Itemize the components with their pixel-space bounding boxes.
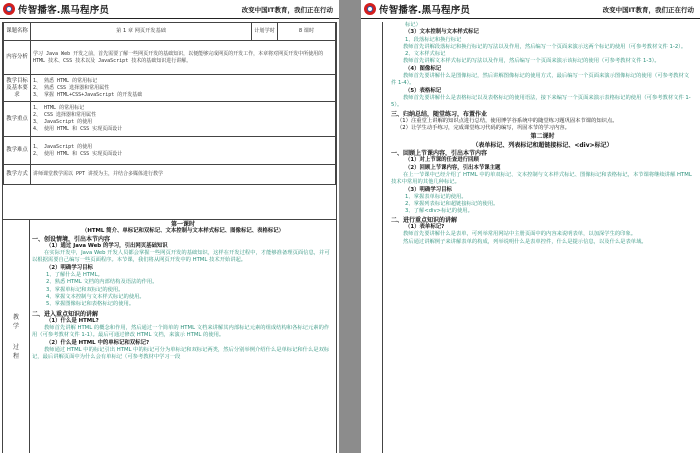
brand-name: 传智播客.黑马程序员 — [379, 5, 471, 16]
page-header — [361, 0, 700, 19]
method-value: 讲师课堂教学需以 PPT 讲授为主，并结合多媒体进行教学 — [31, 165, 336, 185]
subsection-heading: （2）什么是 HTML 中的单标记和双标记? — [46, 339, 150, 346]
period-title: 第一课时 — [170, 221, 195, 228]
subsection-heading: （3）文本控制与文本样式标记 — [405, 29, 479, 36]
teaching-process-label: 教 学 过 程 — [3, 220, 30, 453]
key-item: 4、 使用 HTML 和 CSS 实现页面设计 — [33, 126, 123, 132]
subsection-heading: （5）表格标记 — [405, 87, 442, 94]
goal-item: 2、 熟悉 CSS 选择器和常用属性 — [33, 84, 110, 91]
list-item: 标记） — [405, 22, 421, 28]
brand-name: 传智播客.黑马程序员 — [18, 5, 110, 16]
info-table — [3, 22, 336, 185]
table-left-border — [382, 22, 383, 453]
paragraph: 教师首先讲解 HTML 的概念和作用，然后通过一个简单的 HTML 文档来讲解其内部标记元素的组成结构和各标记元素的作用（可参考教材文件 1-1）。最后可通过修改 HTML 文档，来演示 HTML 的使用。 — [32, 325, 330, 339]
paragraph: 教师首先要讲解什么是表单，可列举常用网站中主册页面中的内容来说明表单，以加深学生的印象。 — [403, 231, 637, 238]
period-title: 第二课时 — [530, 133, 555, 141]
content-label: 内容分析 — [4, 41, 31, 75]
hard-label: 教学难点 — [4, 137, 31, 165]
goal-item: 3、 掌握 HTML+CSS+JavaScript 的开发基础 — [33, 91, 143, 98]
paragraph: 在实际开发中，Java Web 开发人员都会掌握一些网页开发的基础知识，这样在开发过程中，才能够准备理页面信息，并可以根据需要自己编写一些页面程序。本节课，我们将从网页开发中的 HTML 技术开始讲起。 — [32, 250, 330, 264]
list-item: 1、掌握表单标记的使用。 — [405, 193, 467, 200]
subsection-heading: （1）表单标记? — [405, 224, 445, 231]
teaching-process-body — [32, 221, 334, 453]
list-item: 4、掌握文本控制与文本样式标记的使用。 — [46, 293, 145, 300]
section-heading: 二、进行重点知识的讲解 — [391, 216, 458, 224]
list-item: 2、文本样式标记 — [405, 51, 446, 58]
subsection-heading: （2）回顾上节课内容，引出本节课主题 — [405, 164, 501, 171]
list-item: 1、段落标记和换行标记 — [405, 36, 462, 43]
subsection-heading: （1）对上节课的任查进行回顾 — [405, 157, 479, 164]
subsection-heading: （1）什么是 HTML? — [46, 317, 99, 324]
subsection-heading: （2）明确学习目标 — [46, 264, 93, 271]
summary-item: （2）让学生动手练习，完成课堂练习代码的编写，巩固本节的学习内容。 — [397, 125, 570, 132]
section-heading: 一、创设情境，引出本节内容 — [32, 235, 111, 243]
content-value: 学习 Java Web 开发之前，首先需要了解一些网页开发的基础知识，以便能够完成网页的开发工作，本章将对网页开发中所使用的 HTML 技术、CSS 技术以及 JavaScript 技术的基础知识进行讲解。 — [31, 41, 336, 75]
title-label: 课题名称 — [4, 23, 31, 41]
goals-label: 教学目标及基本要求 — [4, 75, 31, 102]
list-item: 2、掌握列表标记和超链接标记的使用。 — [405, 201, 499, 208]
subsection-heading: （1）通过 Java Web 的学习，引出网页基础知识 — [46, 242, 168, 249]
period-subtitle: （HTML 简介、单标记和双标记、文本控制与文本样式标记、图像标记、表格标记） — [81, 228, 285, 235]
hard-item: 2、 使用 HTML 和 CSS 实现页面设计 — [33, 150, 123, 157]
brand-logo — [3, 2, 109, 16]
paragraph: 教师首先讲解文本样式标记的写法以及作用，然后编写一个页面来演示该标记的使用（可参考教材文件 1-3）。 — [403, 58, 660, 65]
subsection-heading: （3）明确学习目标 — [405, 186, 452, 193]
document-page-left — [0, 0, 339, 453]
list-item: 2、熟悉 HTML 文档的内部结构及语法的作用。 — [46, 279, 158, 286]
paragraph: 在上一节课中已经介绍了 HTML 中的单双标记、文本控制与文本样式标记、图像标记和表格标记，本节课将继续讲解 HTML 技术中常用的其他几种标记。 — [391, 171, 692, 186]
list-item: 1、了解什么是 HTML。 — [46, 272, 103, 279]
section-heading: 一、回顾上节课内容，引出本节内容 — [391, 150, 488, 158]
header-slogan: 改变中国IT教育，我们正在行动 — [241, 6, 333, 14]
list-item: 5、掌握图像标记和表格标记的使用。 — [46, 301, 135, 308]
paragraph: 教师首先要讲解什么是表格标记以及表格标记的使用语法，接下来编写一个页面来演示表格标记的使用（可参考教材文件 1-5）。 — [391, 94, 691, 109]
goals-list — [31, 75, 336, 102]
paragraph: 然后通过讲解例子来讲解表单的构成，列举说明什么是表单控件，什么是提示信息，以及什么是表单域。 — [403, 238, 647, 245]
section-heading: 三、归纳总结，随堂练习，布置作业 — [391, 110, 488, 118]
hours-value: 8 课时 — [278, 23, 336, 41]
key-item: 3、 JavaScript 的使用 — [33, 119, 93, 125]
subsection-heading: （4）图像标记 — [405, 65, 442, 72]
paragraph: 教师首先要讲解什么是图像标记，然后讲解图像标记的使用方式，最后编写一个页面来演示图像标记的使用（可参考教材文件 1-4）。 — [391, 73, 690, 87]
summary-item: （1）注重堂上讲解的知识点进行总结，使用博学谷系统中的随堂练习题巩固本节课的知识点。 — [397, 117, 618, 124]
brand-logo — [364, 2, 470, 16]
header-slogan: 改变中国IT教育，我们正在行动 — [602, 6, 694, 14]
teaching-process-continued — [391, 22, 694, 453]
key-item: 2、 CSS 选择器和常用属性 — [33, 112, 97, 118]
key-item: 1、 HTML 的常用标记 — [33, 105, 85, 111]
paragraph: 教师通过 HTML 中的标记引出 HTML 中的标记可分为单标记和双标记两类，然后分别举例介绍什么是单标记和什么是双标记，最后讲解页面中为什么会有单标记（可参考教材中学习一段 — [32, 347, 330, 361]
hours-label: 计划学时 — [252, 23, 278, 41]
period-title: （表单标记、列表标记和超链接标记、<div>标记） — [472, 141, 613, 149]
list-item: 3、掌握单标记和双标记的使用。 — [46, 286, 124, 293]
page-header — [0, 0, 339, 19]
document-page-right — [361, 0, 700, 453]
lesson-plan-table — [2, 22, 337, 453]
list-item: 3、了解<div>标记的使用。 — [405, 208, 473, 215]
key-list — [31, 102, 336, 137]
method-label: 教学方式 — [4, 165, 31, 185]
hard-item: 1、 JavaScript 的使用 — [33, 143, 93, 150]
brand-logo-icon — [364, 3, 376, 15]
key-label: 教学重点 — [4, 102, 31, 137]
teaching-process — [3, 219, 336, 453]
brand-logo-icon — [3, 3, 15, 15]
title-value: 第 1 章 网页开发基础 — [31, 23, 252, 41]
paragraph: 教师首先讲解段落标记和换行标记的写法以及作用，然后编写一个页面来演示这两个标记的使用（可参考教材文件 1-2）。 — [403, 43, 687, 50]
hard-list — [31, 137, 336, 165]
goal-item: 1、 熟悉 HTML 的常用标记 — [33, 77, 98, 84]
section-heading: 二、进入重点知识的讲解 — [32, 310, 99, 318]
